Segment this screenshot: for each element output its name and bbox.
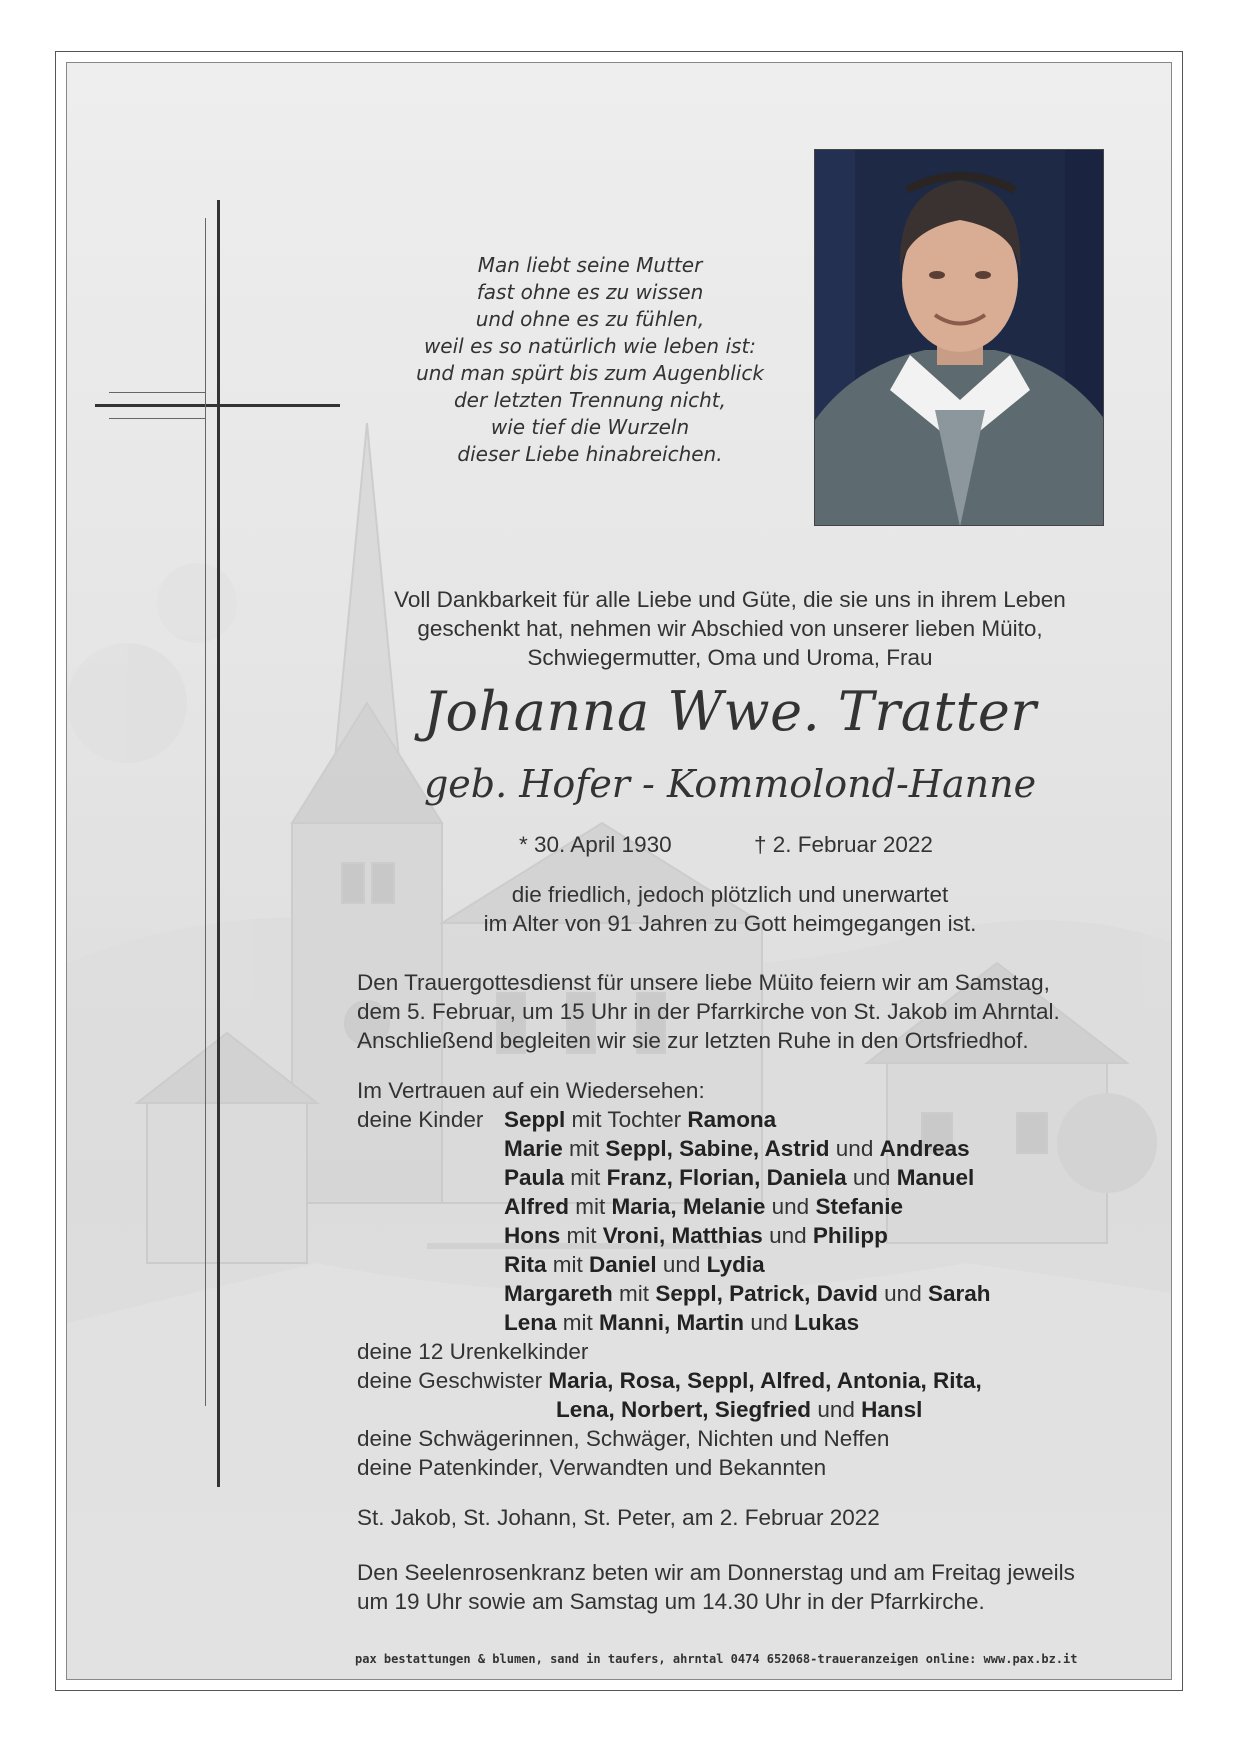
child-name: Seppl xyxy=(504,1107,566,1132)
rosary-line: um 19 Uhr sowie am Samstag um 14.30 Uhr in der Pfarrkirche. xyxy=(357,1589,985,1614)
child-row xyxy=(504,1165,974,1191)
great-grandchildren: deine 12 Urenkelkinder xyxy=(357,1339,589,1364)
siblings-names: Maria, Rosa, Seppl, Alfred, Antonia, Rita, xyxy=(548,1368,982,1393)
poem-line: dieser Liebe hinabreichen. xyxy=(457,442,723,466)
child-family-last: Philipp xyxy=(812,1223,888,1248)
child-und: und xyxy=(662,1252,701,1277)
siblings-last: Hansl xyxy=(861,1397,923,1422)
rosary-line: Den Seelenrosenkranz beten wir am Donnerstag und am Freitag jeweils xyxy=(357,1560,1075,1585)
passing-text xyxy=(330,880,1130,938)
child-family-last: Lydia xyxy=(706,1252,765,1277)
child-row xyxy=(504,1281,991,1307)
poem-line: der letzten Trennung nicht, xyxy=(453,388,726,412)
child-family-last: Manuel xyxy=(896,1165,975,1190)
child-mit: mit xyxy=(569,1136,600,1161)
poem-line: Man liebt seine Mutter xyxy=(477,253,703,277)
funeral-service-text xyxy=(357,968,1060,1055)
cross-vertical-bar xyxy=(217,200,220,1487)
portrait-photo xyxy=(814,149,1104,526)
cross-shadow-line-top xyxy=(109,392,205,393)
child-row xyxy=(504,1310,859,1336)
passing-line: im Alter von 91 Jahren zu Gott heimgegangen ist. xyxy=(483,911,977,936)
siblings-und: und xyxy=(817,1397,855,1422)
child-name: Paula xyxy=(504,1165,565,1190)
siblings-row-2 xyxy=(556,1397,922,1423)
child-mit: mit xyxy=(570,1165,601,1190)
child-family: Franz, Florian, Daniela xyxy=(606,1165,847,1190)
siblings-label: deine Geschwister xyxy=(357,1368,543,1393)
child-und: und xyxy=(835,1136,874,1161)
child-family-last: Lukas xyxy=(794,1310,860,1335)
child-family-last: Andreas xyxy=(879,1136,970,1161)
intro-line: Voll Dankbarkeit für alle Liebe und Güte, die sie uns in ihrem Leben xyxy=(394,587,1066,612)
birth-date: * 30. April 1930 xyxy=(519,832,672,857)
passing-line: die friedlich, jedoch plötzlich und unerwartet xyxy=(511,882,949,907)
siblings-row xyxy=(357,1368,982,1394)
service-line: Den Trauergottesdienst für unsere liebe Müito feiern wir am Samstag, xyxy=(357,970,1050,995)
footer-credit: pax bestattungen & blumen, sand in taufers, ahrntal 0474 652068-traueranzeigen online: www.pax.bz.it xyxy=(355,1652,1078,1666)
child-name: Hons xyxy=(504,1223,561,1248)
poem-line: und man spürt bis zum Augenblick xyxy=(416,361,764,385)
intro-line: Schwiegermutter, Oma und Uroma, Frau xyxy=(527,645,933,670)
cross-horizontal-bar xyxy=(95,404,340,407)
child-family: Manni, Martin xyxy=(599,1310,745,1335)
cross-shadow-line-bottom xyxy=(109,418,205,419)
child-name: Lena xyxy=(504,1310,557,1335)
service-line: Anschließend begleiten wir sie zur letzten Ruhe in den Ortsfriedhof. xyxy=(357,1028,1029,1053)
child-und: und xyxy=(852,1165,891,1190)
mourners-intro: Im Vertrauen auf ein Wiedersehen: xyxy=(357,1078,705,1103)
child-und: und xyxy=(771,1194,810,1219)
child-family: Daniel xyxy=(589,1252,657,1277)
deceased-name: Johanna Wwe. Tratter xyxy=(423,680,1037,743)
cross-shadow-line xyxy=(205,218,206,1406)
child-name: Margareth xyxy=(504,1281,613,1306)
intro-text xyxy=(330,585,1130,672)
child-mit: mit xyxy=(566,1223,597,1248)
child-family-last: Stefanie xyxy=(815,1194,903,1219)
child-family: Seppl, Sabine, Astrid xyxy=(605,1136,830,1161)
child-mit: mit xyxy=(562,1310,593,1335)
child-name: Marie xyxy=(504,1136,563,1161)
in-laws: deine Schwägerinnen, Schwäger, Nichten und Neffen xyxy=(357,1426,890,1451)
child-mit: mit xyxy=(575,1194,606,1219)
child-row xyxy=(504,1252,765,1278)
intro-line: geschenkt hat, nehmen wir Abschied von unserer lieben Müito, xyxy=(417,616,1043,641)
child-und: und xyxy=(750,1310,788,1335)
death-date: † 2. Februar 2022 xyxy=(754,832,933,857)
child-row xyxy=(504,1107,776,1133)
child-row xyxy=(504,1136,970,1162)
child-und: und xyxy=(884,1281,922,1306)
child-row xyxy=(504,1223,888,1249)
poem-line: weil es so natürlich wie leben ist: xyxy=(423,334,757,358)
poem-line: fast ohne es zu wissen xyxy=(476,280,704,304)
child-family: Vroni, Matthias xyxy=(602,1223,763,1248)
rosary-text xyxy=(357,1558,1075,1616)
child-family: Maria, Melanie xyxy=(611,1194,766,1219)
children-label: deine Kinder xyxy=(357,1107,484,1132)
child-name: Rita xyxy=(504,1252,547,1277)
child-und: und xyxy=(769,1223,807,1248)
deceased-maiden-name: geb. Hofer - Kommolond-Hanne xyxy=(423,762,1037,806)
poem xyxy=(380,252,800,468)
poem-line: wie tief die Wurzeln xyxy=(490,415,690,439)
poem-line: und ohne es zu fühlen, xyxy=(475,307,705,331)
child-name: Alfred xyxy=(504,1194,570,1219)
child-mit: mit Tochter xyxy=(571,1107,682,1132)
child-mit: mit xyxy=(552,1252,583,1277)
child-row xyxy=(504,1194,903,1220)
child-mit: mit xyxy=(619,1281,650,1306)
child-family: Seppl, Patrick, David xyxy=(655,1281,878,1306)
godchildren: deine Patenkinder, Verwandten und Bekannten xyxy=(357,1455,827,1480)
siblings-names-2: Lena, Norbert, Siegfried xyxy=(556,1397,812,1422)
place-and-date: St. Jakob, St. Johann, St. Peter, am 2. Februar 2022 xyxy=(357,1505,880,1530)
child-family: Ramona xyxy=(687,1107,777,1132)
service-line: dem 5. Februar, um 15 Uhr in der Pfarrkirche von St. Jakob im Ahrntal. xyxy=(357,999,1060,1024)
child-family-last: Sarah xyxy=(927,1281,991,1306)
